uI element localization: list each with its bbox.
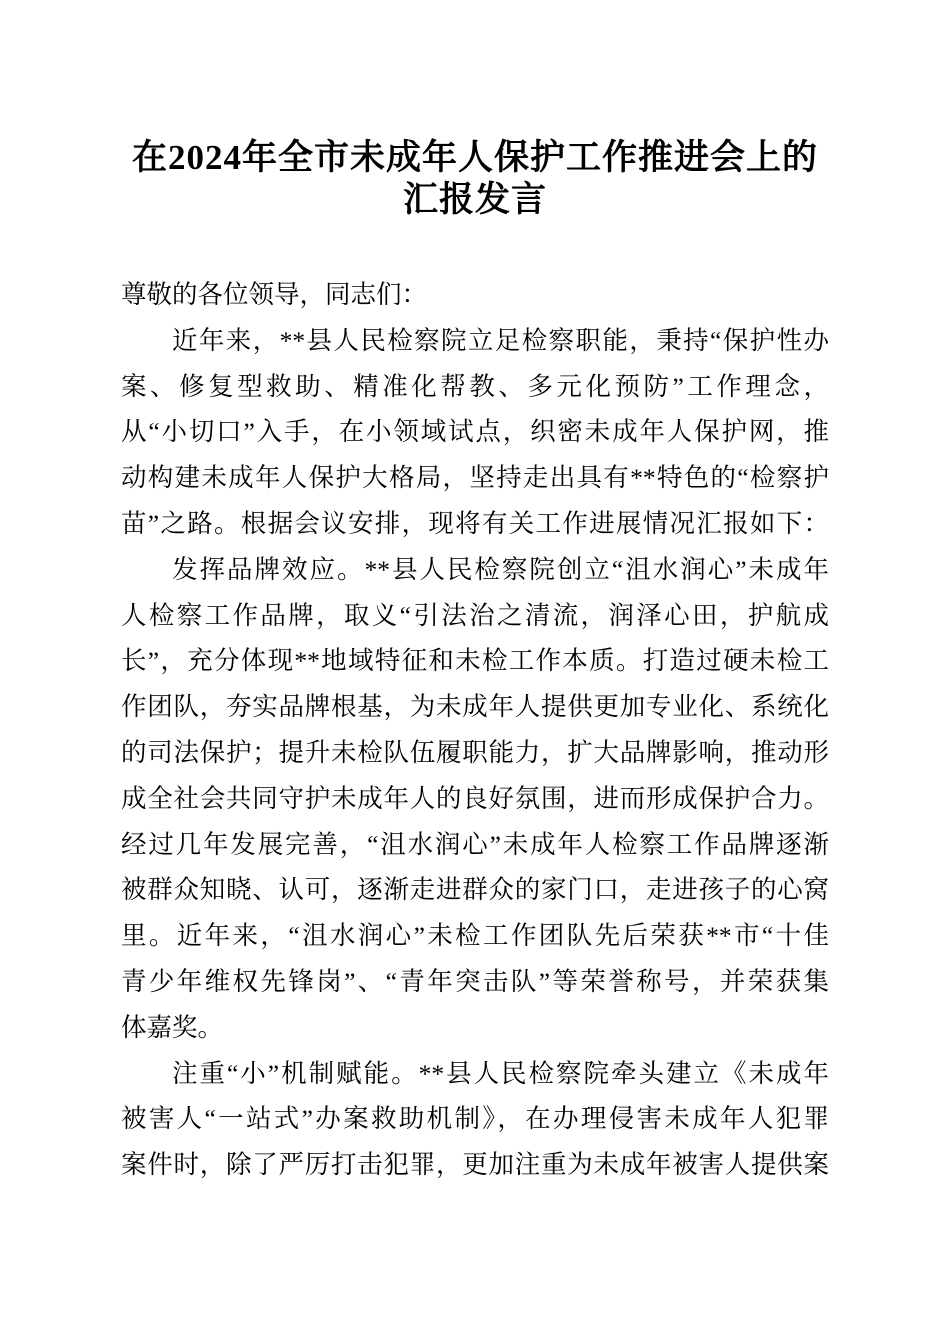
text-line: 苗”之路。根据会议安排，现将有关工作进展情况汇报如下： (121, 508, 829, 538)
text-line: 经过几年发展完善，“沮水润心”未成年人检察工作品牌逐渐 (121, 829, 829, 859)
text-line: 成全社会共同守护未成年人的良好氛围，进而形成保护合力。 (121, 783, 829, 813)
text-line: 近年来，**县人民检察院立足检察职能，秉持“保护性办 (172, 325, 829, 355)
text-line: 的司法保护；提升未检队伍履职能力，扩大品牌影响，推动形 (121, 737, 829, 767)
document-title-line-2: 汇报发言 (402, 180, 547, 219)
text-line: 案、修复型救助、精准化帮教、多元化预防”工作理念， (121, 371, 829, 401)
text-line: 里。近年来，“沮水润心”未检工作团队先后荣获**市“十佳 (121, 921, 829, 951)
text-line: 被群众知晓、认可，逐渐走进群众的家门口，走进孩子的心窝 (121, 875, 829, 905)
text-line: 发挥品牌效应。**县人民检察院创立“沮水润心”未成年 (172, 554, 829, 584)
text-line: 案件时，除了严厉打击犯罪，更加注重为未成年被害人提供案 (121, 1150, 829, 1180)
text-line: 注重“小”机制赋能。**县人民检察院牵头建立《未成年 (172, 1058, 829, 1088)
document-body (121, 272, 829, 1188)
text-line: 人检察工作品牌，取义“引法治之清流，润泽心田，护航成 (121, 600, 829, 630)
document-content (121, 0, 829, 1188)
document-title (121, 137, 829, 221)
text-line: 被害人“一站式”办案救助机制》，在办理侵害未成年人犯罪 (121, 1104, 829, 1134)
text-line: 长”，充分体现**地域特征和未检工作本质。打造过硬未检工 (121, 646, 829, 676)
text-line: 作团队，夯实品牌根基，为未成年人提供更加专业化、系统化 (121, 692, 829, 722)
text-line: 青少年维权先锋岗”、“青年突击队”等荣誉称号，并荣获集 (121, 966, 829, 996)
text-line: 尊敬的各位领导，同志们： (121, 280, 428, 309)
document-title-line-1: 在2024年全市未成年人保护工作推进会上的 (131, 138, 818, 177)
text-line: 动构建未成年人保护大格局，坚持走出具有**特色的“检察护 (121, 463, 829, 493)
text-line: 从“小切口”入手，在小领域试点，织密未成年人保护网，推 (121, 417, 829, 447)
text-line: 体嘉奖。 (121, 1012, 224, 1042)
